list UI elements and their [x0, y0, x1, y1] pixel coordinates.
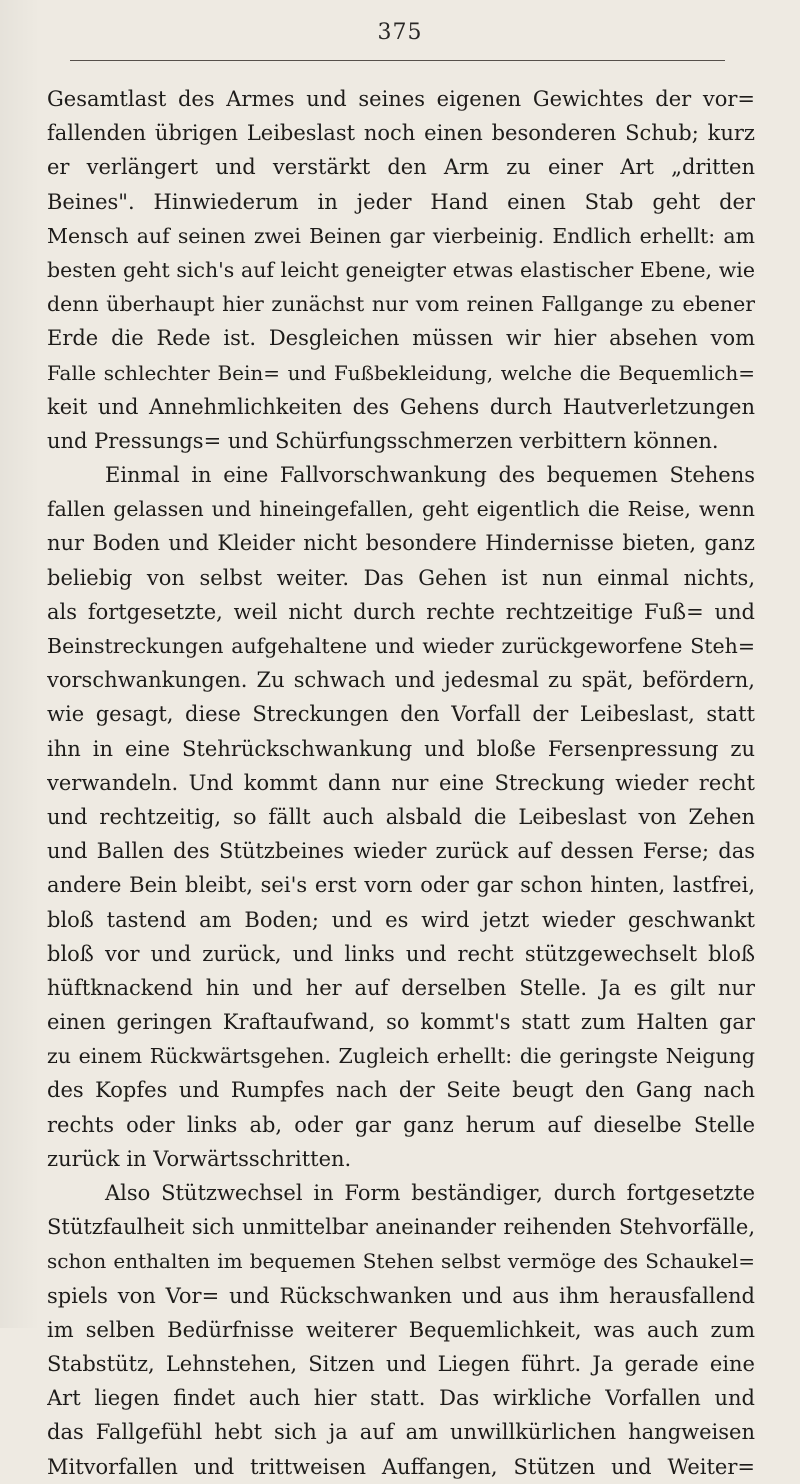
text-line: Stützfaulheit sich unmittelbar aneinander reihenden Stehvorfälle, — [47, 1215, 755, 1240]
text-line: Erde die Rede ist. Desgleichen müssen wir hier absehen vom — [47, 326, 755, 351]
text-line: keit und Annehmlichkeiten des Gehens durch Hautverletzungen — [47, 394, 755, 419]
text-line: einen geringen Kraftaufwand, so kommt's statt zum Halten gar — [47, 1010, 755, 1035]
text-line: Beines". Hinwiederum in jeder Hand einen Stab geht der — [47, 189, 755, 214]
text-line: besten geht sich's auf leicht geneigter etwas elastischer Ebene, wie — [47, 257, 755, 282]
text-line: wie gesagt, diese Streckungen den Vorfall der Leibeslast, statt — [47, 702, 755, 727]
text-line: fallen gelassen und hineingefallen, geht eigentlich die Reise, wenn — [47, 497, 755, 522]
paragraph-start-line: Also Stützwechsel in Form beständiger, durch fortgesetzte — [105, 1181, 755, 1205]
body-text — [47, 82, 755, 1484]
text-line: und Pressungs= und Schürfungsschmerzen verbittern können. — [47, 428, 719, 453]
text-line: vorschwankungen. Zu schwach und jedesmal zu spät, befördern, — [47, 668, 755, 693]
paragraph-start-line: Einmal in eine Fallvorschwankung des bequemen Stehens — [105, 463, 755, 488]
text-line: Art liegen findet auch hier statt. Das wirkliche Vorfallen und — [47, 1386, 755, 1411]
text-line: bloß tastend am Boden; und es wird jetzt wieder geschwankt — [47, 907, 755, 932]
text-line: beliebig von selbst weiter. Das Gehen ist nun einmal nichts, — [47, 565, 755, 590]
text-line: ihn in eine Stehrückschwankung und bloße Fersenpressung zu — [47, 736, 755, 761]
text-line: Mitvorfallen und trittweisen Auffangen, Stützen und Weiter= — [47, 1454, 755, 1479]
text-line: als fortgesetzte, weil nicht durch rechte rechtzeitige Fuß= und — [47, 599, 755, 624]
text-line: im selben Bedürfnisse weiterer Bequemlichkeit, was auch zum — [47, 1317, 755, 1342]
page-number: 375 — [377, 20, 423, 45]
text-line: des Kopfes und Rumpfes nach der Seite beugt den Gang nach — [47, 1078, 755, 1103]
text-line: Mensch auf seinen zwei Beinen gar vierbeinig. Endlich erhellt: am — [47, 223, 755, 248]
header-rule — [70, 60, 725, 61]
text-line: nur Boden und Kleider nicht besondere Hindernisse bieten, ganz — [47, 531, 755, 556]
text-line: Falle schlechter Bein= und Fußbekleidung, welche die Bequemlich= — [47, 360, 755, 385]
text-line: Gesamtlast des Armes und seines eigenen Gewichtes der vor= — [47, 87, 755, 111]
text-line: Beinstreckungen aufgehaltene und wieder zurückgeworfene Steh= — [47, 634, 755, 658]
text-line: schon enthalten im bequemen Stehen selbst vermöge des Schaukel= — [47, 1249, 755, 1274]
text-line: hüftknackend hin und her auf derselben Stelle. Ja es gilt nur — [47, 975, 755, 1000]
text-line: er verlängert und verstärkt den Arm zu einer Art „dritten — [47, 155, 755, 180]
text-line: spiels von Vor= und Rückschwanken und aus ihm herausfallend — [47, 1283, 755, 1308]
text-line: und Ballen des Stützbeines wieder zurück auf dessen Ferse; das — [47, 839, 755, 864]
text-line: verwandeln. Und kommt dann nur eine Streckung wieder recht — [47, 770, 755, 795]
text-line: und rechtzeitig, so fällt auch alsbald die Leibeslast von Zehen — [47, 804, 755, 829]
text-line: zu einem Rückwärtsgehen. Zugleich erhellt: die geringste Neigung — [47, 1044, 755, 1069]
text-line: zurück in Vorwärtsschritten. — [47, 1146, 352, 1171]
text-line: rechts oder links ab, oder gar ganz herum auf dieselbe Stelle — [47, 1112, 755, 1137]
text-line: denn überhaupt hier zunächst nur vom reinen Fallgange zu ebener — [47, 292, 755, 317]
text-line: fallenden übrigen Leibeslast noch einen besonderen Schub; kurz — [47, 121, 755, 146]
text-line: Stabstütz, Lehnstehen, Sitzen und Liegen führt. Ja gerade eine — [47, 1351, 755, 1376]
text-line: bloß vor und zurück, und links und recht stützgewechselt bloß — [47, 941, 755, 966]
text-line: andere Bein bleibt, sei's erst vorn oder gar schon hinten, lastfrei, — [47, 873, 755, 898]
text-line: das Fallgefühl hebt sich ja auf am unwillkürlichen hangweisen — [47, 1420, 755, 1445]
